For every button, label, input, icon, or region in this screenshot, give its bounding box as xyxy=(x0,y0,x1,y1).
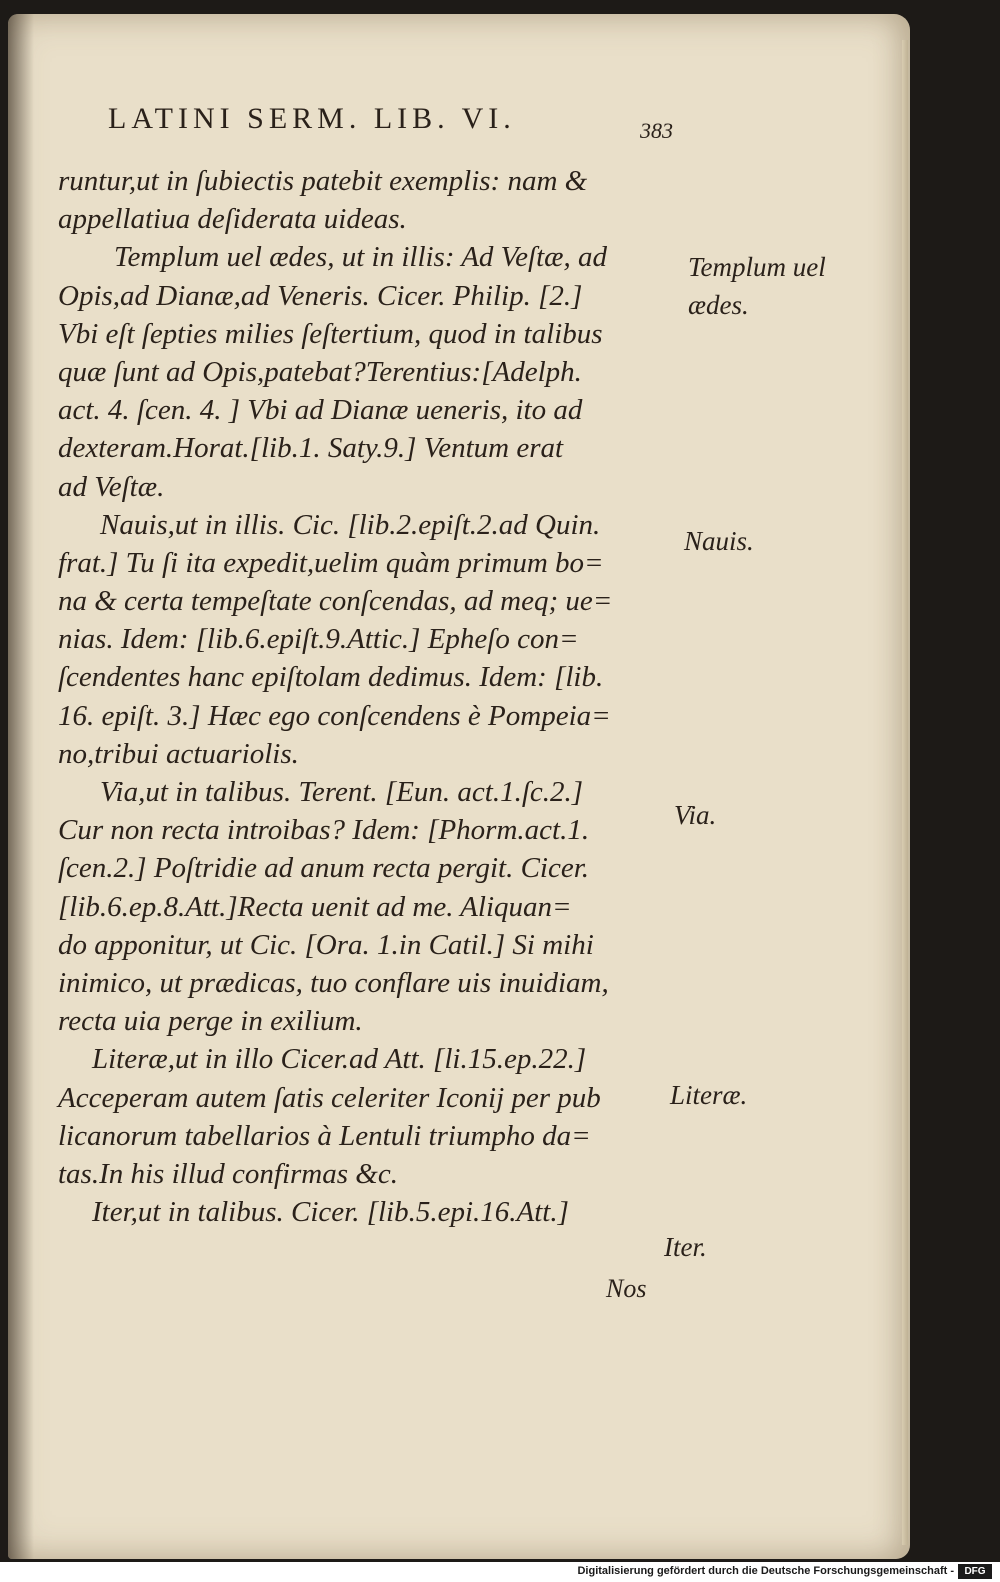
body-text xyxy=(58,162,678,1231)
digitization-credit: Digitalisierung gefördert durch die Deutsche Forschungsgemeinschaft - xyxy=(577,1565,954,1577)
text-line: recta uia perge in exilium. xyxy=(58,1005,363,1038)
text-line: Vbi eſt ſepties milies ſeſtertium, quod in talibus xyxy=(58,317,603,350)
text-line: licanorum tabellarios à Lentuli triumpho da= xyxy=(58,1119,591,1152)
text-line: Templum uel ædes, ut in illis: Ad Veſtæ, ad xyxy=(114,241,608,274)
text-line: Literæ,ut in illo Cicer.ad Att. [li.15.ep.22.] xyxy=(92,1043,587,1076)
text-line: na & certa tempeſtate conſcendas, ad meq; ue= xyxy=(58,585,613,618)
text-line: runtur,ut in ſubiectis patebit exemplis: nam & xyxy=(58,165,588,197)
text-line: nias. Idem: [lib.6.epiſt.9.Attic.] Epheſo con= xyxy=(58,623,579,656)
text-line: no,tribui actuariolis. xyxy=(58,737,299,770)
margin-note-nauis: Nauis. xyxy=(684,526,754,556)
page-number: 383 xyxy=(640,118,673,143)
text-line: Opis,ad Dianæ,ad Veneris. Cicer. Philip. [2.] xyxy=(58,279,583,312)
text-line: Via,ut in talibus. Terent. [Eun. act.1.ſc.2.] xyxy=(100,776,584,808)
text-line: Nauis,ut in illis. Cic. [lib.2.epiſt.2.ad Quin. xyxy=(100,508,601,541)
text-line: Cur non recta introibas? Idem: [Phorm.act.1. xyxy=(58,814,590,847)
margin-note-templum: Templum uel xyxy=(688,252,826,282)
margin-note-via: Via. xyxy=(674,800,717,830)
text-line: act. 4. ſcen. 4. ] Vbi ad Dianæ ueneris, ito ad xyxy=(58,394,583,427)
text-line: frat.] Tu ſi ita expedit,uelim quàm primum bo= xyxy=(58,546,604,579)
text-line: 16. epiſt. 3.] Hæc ego conſcendens è Pompeia= xyxy=(58,699,611,732)
catchword: Nos xyxy=(606,1274,647,1303)
text-line: tas.In his illud confirmas &c. xyxy=(58,1157,398,1190)
margin-note-aedes: ædes. xyxy=(688,290,749,320)
running-title: LATINI SERM. LIB. VI. xyxy=(108,102,516,135)
text-line: appellatiua deſiderata uideas. xyxy=(58,203,407,236)
dfg-logo: DFG xyxy=(958,1564,992,1579)
text-line: ſcendentes hanc epiſtolam dedimus. Idem: [lib. xyxy=(58,661,604,694)
text-line: do apponitur, ut Cic. [Ora. 1.in Catil.] Si mihi xyxy=(58,928,594,961)
page-edge xyxy=(902,40,908,1545)
margin-note-literae: Literæ. xyxy=(670,1080,748,1110)
text-line: quæ ſunt ad Opis,patebat?Terentius:[Adelph. xyxy=(58,355,582,388)
text-line: Iter,ut in talibus. Cicer. [lib.5.epi.16.Att.] xyxy=(92,1196,569,1229)
spine-shadow xyxy=(8,14,34,1559)
text-line: dexteram.Horat.[lib.1. Saty.9.] Ventum erat xyxy=(58,432,564,465)
text-line: inimico, ut prædicas, tuo conflare uis inuidiam, xyxy=(58,966,609,999)
text-line: Acceperam autem ſatis celeriter Iconij per pub xyxy=(58,1081,601,1114)
text-line: ſcen.2.] Poſtridie ad anum recta pergit. Cicer. xyxy=(58,852,590,885)
text-line: ad Veſtæ. xyxy=(58,470,165,503)
margin-note-iter: Iter. xyxy=(664,1232,707,1262)
text-line: [lib.6.ep.8.Att.]Recta uenit ad me. Aliquan= xyxy=(58,890,572,923)
